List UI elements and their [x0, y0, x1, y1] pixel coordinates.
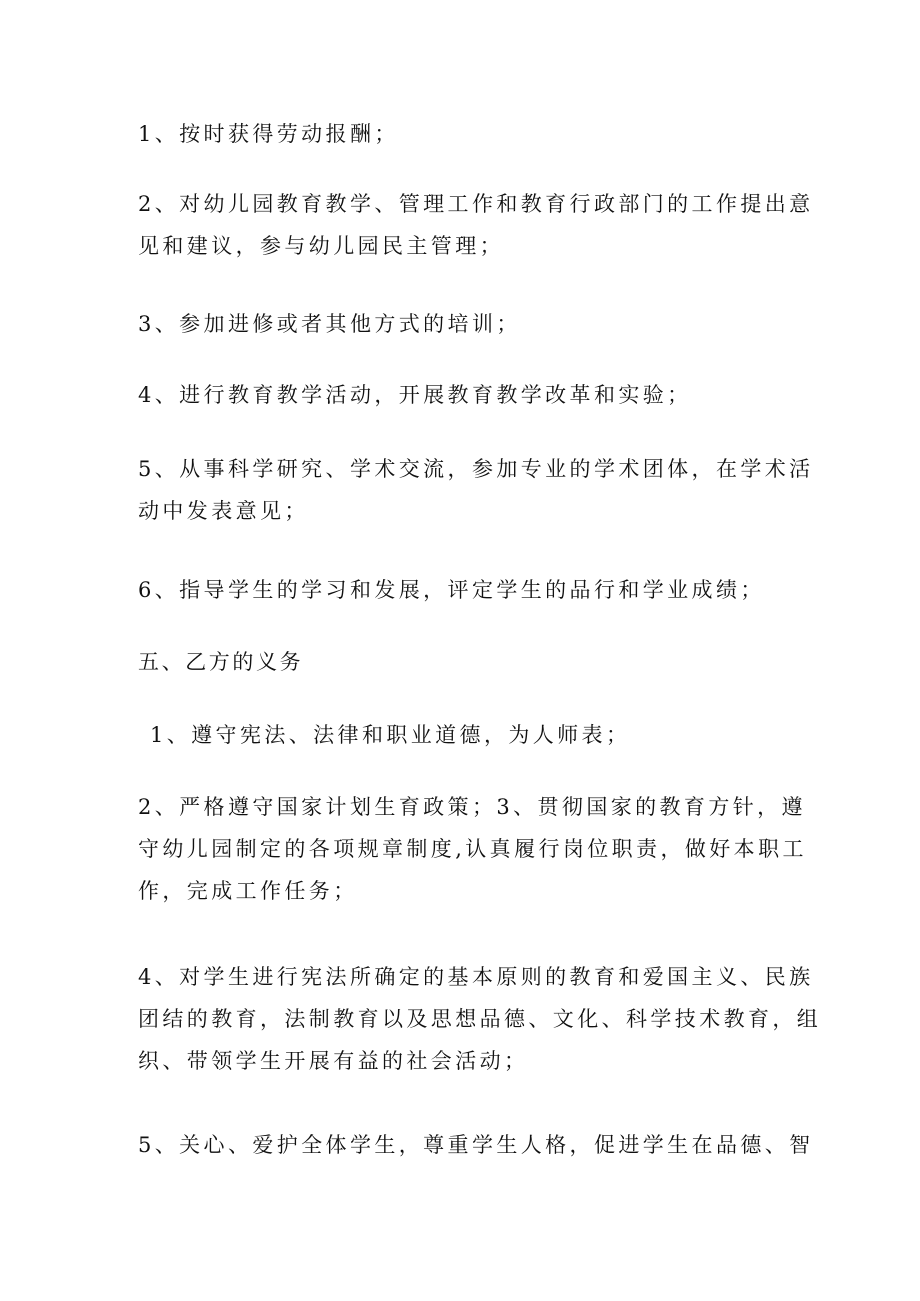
text-line: 织、带领学生开展有益的社会活动；: [138, 1049, 529, 1073]
text-line: 2、严格遵守国家计划生育政策；3、贯彻国家的教育方针，遵: [138, 795, 806, 819]
text-line: 4、进行教育教学活动，开展教育教学改革和实验；: [138, 383, 692, 407]
rights-item-6: [138, 569, 788, 611]
text-line: 见和建议，参与幼儿园民主管理；: [138, 234, 504, 258]
duty-item-4: [138, 956, 822, 1082]
text-line: 5、关心、爱护全体学生，尊重学生人格，促进学生在品德、智: [138, 1133, 814, 1157]
text-line: 5、从事科学研究、学术交流，参加专业的学术团体，在学术活: [138, 457, 814, 481]
section-heading: [138, 641, 788, 683]
duty-item-5: [138, 1124, 814, 1166]
text-line: 团结的教育，法制教育以及思想品德、文化、科学技术教育，组: [138, 1007, 822, 1031]
text-line: 1、按时获得劳动报酬；: [138, 122, 399, 146]
text-line: 守幼儿园制定的各项规章制度,认真履行岗位职责，做好本职工: [138, 837, 807, 861]
rights-item-2: [138, 183, 814, 267]
text-line: 6、指导学生的学习和发展，评定学生的品行和学业成绩；: [138, 578, 765, 602]
rights-item-5: [138, 448, 814, 532]
duty-item-1: [150, 714, 800, 756]
text-line: 作，完成工作任务；: [138, 879, 358, 903]
text-line: 4、对学生进行宪法所确定的基本原则的教育和爱国主义、民族: [138, 965, 814, 989]
heading-text: 五、乙方的义务: [138, 650, 304, 674]
text-line: 动中发表意见；: [138, 499, 309, 523]
duty-item-2: [138, 786, 807, 912]
rights-item-4: [138, 374, 788, 416]
text-line: 2、对幼儿园教育教学、管理工作和教育行政部门的工作提出意: [138, 192, 814, 216]
rights-item-1: [138, 113, 788, 155]
text-line: 3、参加进修或者其他方式的培训；: [138, 312, 521, 336]
text-line: 1、遵守宪法、法律和职业道德，为人师表；: [150, 723, 631, 747]
rights-item-3: [138, 303, 788, 345]
